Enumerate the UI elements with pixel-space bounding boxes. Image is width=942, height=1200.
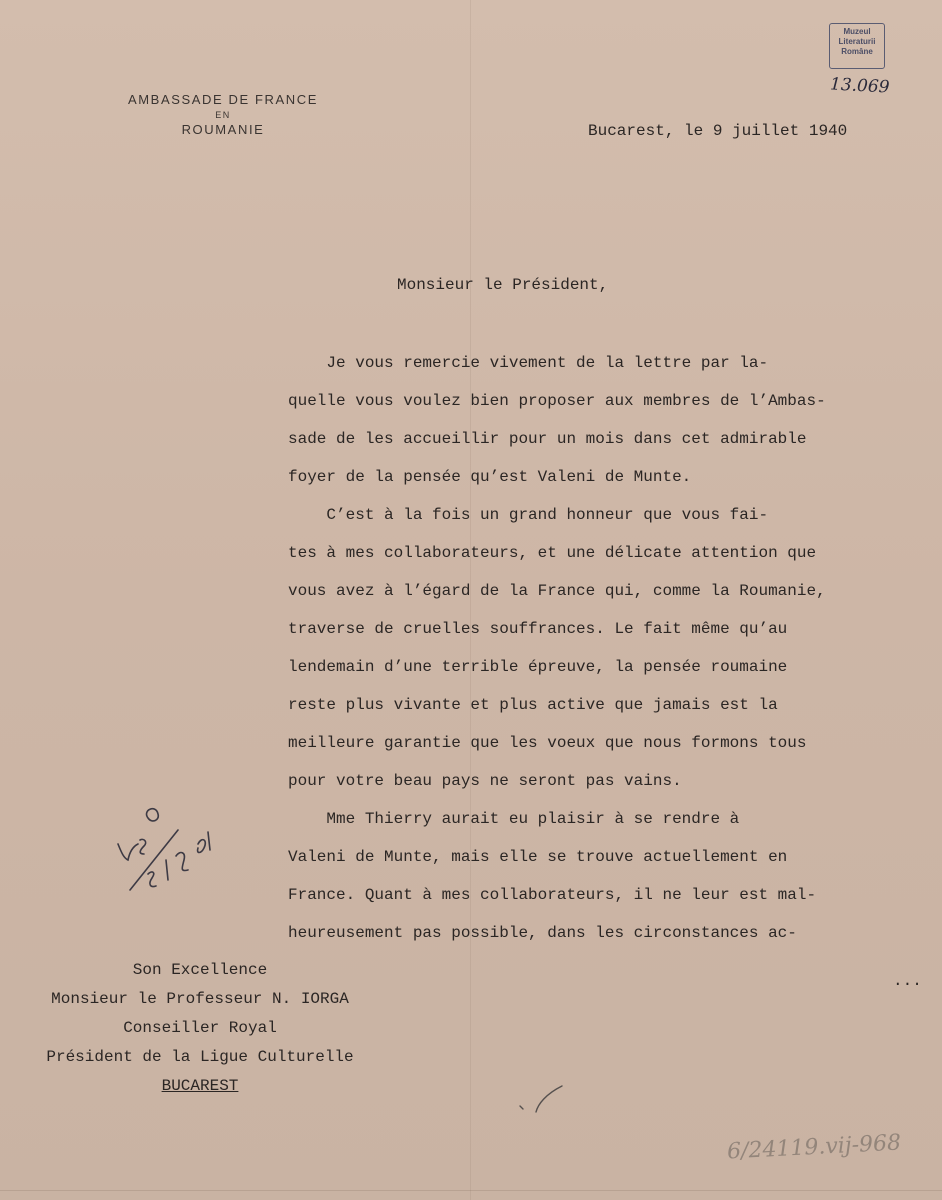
letterhead <box>96 92 350 137</box>
salutation: Monsieur le Président, <box>397 276 609 294</box>
body-line: pour votre beau pays ne seront pas vains. <box>288 772 682 790</box>
stamp-line-1: Muzeul <box>843 27 871 36</box>
continuation-dots: ... <box>893 972 922 990</box>
addressee-title: Son Excellence <box>132 961 268 979</box>
addressee-city: BUCAREST <box>161 1077 239 1095</box>
body-line: lendemain d’une terrible épreuve, la pensée roumaine <box>288 658 788 676</box>
handwritten-annotation <box>108 800 223 905</box>
letterhead-embassy: AMBASSADE DE FRANCE <box>127 92 319 107</box>
letter-date: Bucarest, le 9 juillet 1940 <box>588 122 848 140</box>
body-line: heureusement pas possible, dans les circonstances ac- <box>288 924 797 942</box>
body-line: Valeni de Munte, mais elle se trouve actuellement en <box>288 848 788 866</box>
body-line: France. Quant à mes collaborateurs, il ne leur est mal- <box>288 886 817 904</box>
stamp-line-2: Literaturii <box>838 37 876 46</box>
addressee-block <box>10 956 390 1101</box>
letter-body <box>288 344 918 952</box>
body-line: meilleure garantie que les voeux que nous formons tous <box>288 734 807 752</box>
body-line: C’est à la fois un grand honneur que vous fai- <box>288 506 769 524</box>
body-line: tes à mes collaborateurs, et une délicate attention que <box>288 544 817 562</box>
letterhead-en: EN <box>215 110 231 120</box>
body-line: Je vous remercie vivement de la lettre par la- <box>288 354 769 372</box>
body-line: Mme Thierry aurait eu plaisir à se rendre à <box>288 810 740 828</box>
letterhead-country: ROUMANIE <box>181 122 265 137</box>
body-line: reste plus vivante et plus active que jamais est la <box>288 696 778 714</box>
addressee-office: Président de la Ligue Culturelle <box>46 1048 354 1066</box>
body-line: foyer de la pensée qu’est Valeni de Munte. <box>288 468 692 486</box>
body-line: quelle vous voulez bien proposer aux membres de l’Ambas- <box>288 392 826 410</box>
stamp-line-3: Române <box>841 47 873 56</box>
museum-stamp <box>829 23 885 69</box>
addressee-name: Monsieur le Professeur N. IORGA <box>51 990 349 1008</box>
body-line: traverse de cruelles souffrances. Le fait même qu’au <box>288 620 788 638</box>
check-mark <box>516 1082 566 1117</box>
stamp-number: 13.069 <box>829 74 890 98</box>
body-line: vous avez à l’égard de la France qui, comme la Roumanie, <box>288 582 826 600</box>
fold-line-horizontal <box>0 1190 942 1191</box>
archive-number: 6/24119.vij-968 <box>726 1130 902 1165</box>
addressee-role: Conseiller Royal <box>123 1019 277 1037</box>
body-line: sade de les accueillir pour un mois dans cet admirable <box>288 430 807 448</box>
